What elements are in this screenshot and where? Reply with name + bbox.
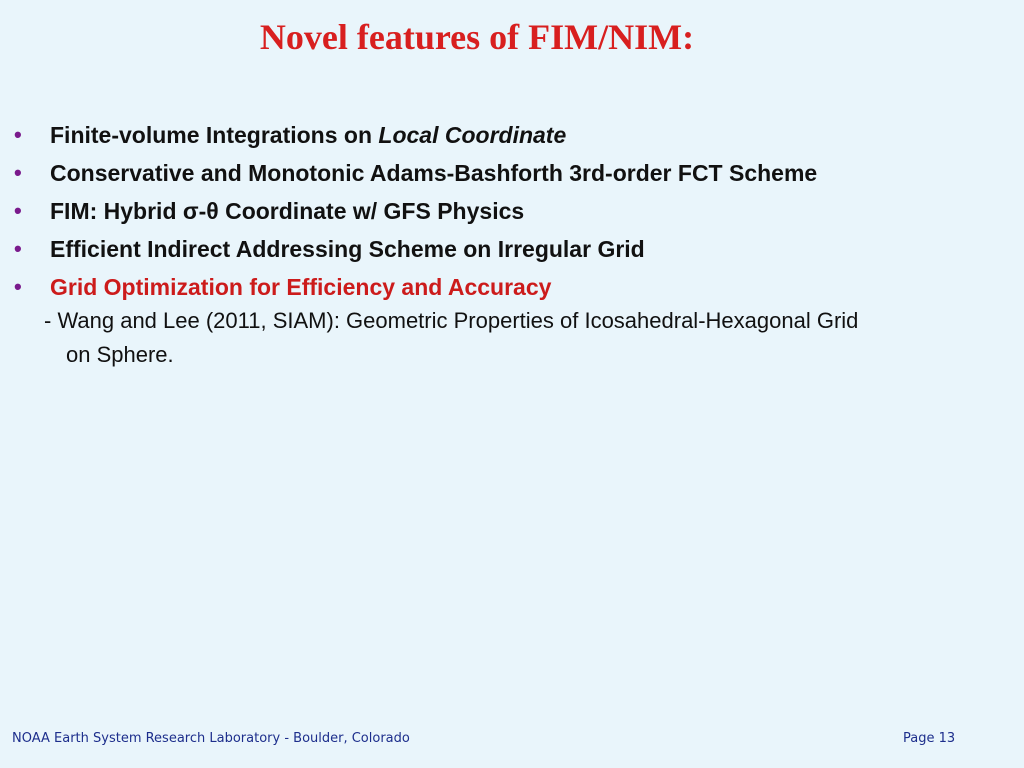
bullet-icon: •: [14, 236, 22, 261]
reference-note-line1: - Wang and Lee (2011, SIAM): Geometric Properties of Icosahedral-Hexagonal Grid: [44, 308, 859, 333]
reference-note-line2: on Sphere.: [66, 342, 174, 367]
bullet-italic-text: Local Coordinate: [378, 122, 567, 148]
bullet-item-hybrid-coordinate: [14, 192, 1014, 230]
bullet-item-grid-optimization: [14, 268, 1014, 306]
bullet-text: FIM: Hybrid σ-θ Coordinate w/ GFS Physics: [50, 198, 525, 224]
bullet-icon: •: [14, 122, 22, 147]
slide-title: Novel features of FIM/NIM:: [259, 17, 695, 57]
bullet-icon: •: [14, 160, 22, 185]
bullet-item-fct-scheme: [14, 154, 1014, 192]
reference-note: [44, 304, 1004, 372]
bullet-icon: •: [14, 274, 22, 299]
bullet-text: Conservative and Monotonic Adams-Bashforth 3rd-order FCT Scheme: [50, 160, 818, 186]
bullet-text: Efficient Indirect Addressing Scheme on Irregular Grid: [50, 236, 645, 262]
footer-organization: NOAA Earth System Research Laboratory - Boulder, Colorado: [12, 731, 410, 746]
bullet-list: [14, 116, 1014, 306]
page-number: Page 13: [903, 731, 956, 746]
bullet-item-local-coordinate: [14, 116, 1014, 154]
bullet-item-indirect-addressing: [14, 230, 1014, 268]
bullet-text: Finite-volume Integrations on Local Coordinate: [50, 122, 567, 148]
bullet-text: Grid Optimization for Efficiency and Accuracy: [50, 274, 552, 300]
bullet-icon: •: [14, 198, 22, 223]
